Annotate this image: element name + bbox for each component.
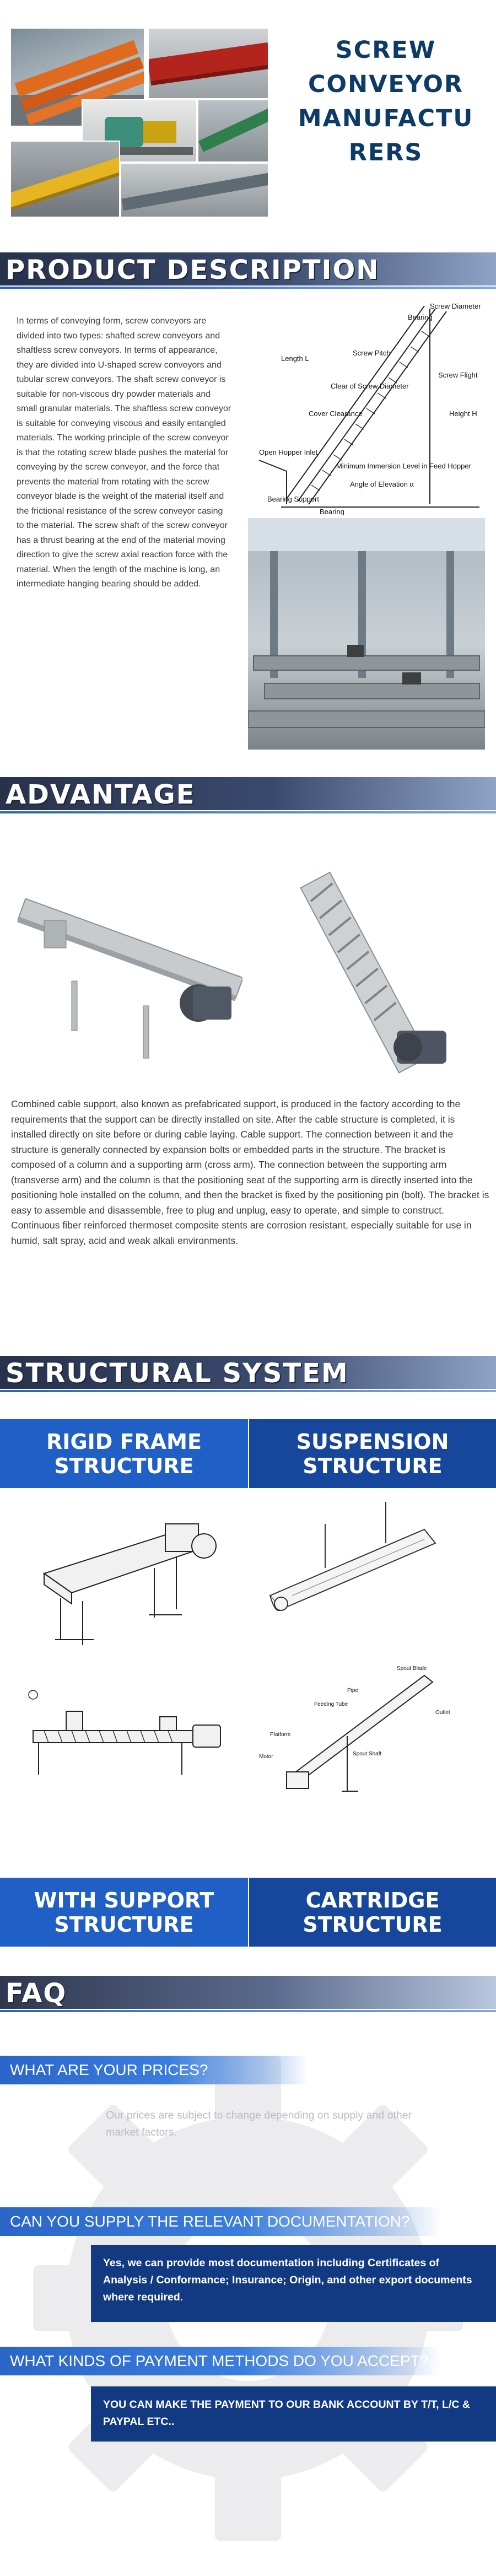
cartridge-label-feeding-tube: Feeding Tube — [314, 1701, 348, 1707]
hero-section — [0, 0, 496, 231]
red-conveyor-illustration — [149, 29, 269, 99]
photo-green-conveyor — [197, 99, 269, 163]
tile-rigid-frame-line1: RIGID FRAME — [46, 1429, 202, 1454]
banner-bar — [0, 1976, 496, 2009]
cartridge-label-motor: Motor — [259, 1754, 273, 1760]
green-conveyor-illustration — [198, 100, 269, 163]
label-screw-diameter: Screw Diameter — [430, 302, 481, 310]
faq-banner — [0, 1976, 496, 2014]
drawing-cartridge — [259, 1659, 485, 1802]
rigid-frame-sketch — [17, 1491, 237, 1656]
cartridge-label-spout-blade: Spout Blade — [397, 1666, 427, 1672]
faq-answer-1: Our prices are subject to change depending on supply and other market factors. — [106, 2109, 412, 2138]
faq-answer-2: Yes, we can provide most documentation including Certificates of Analysis / Conformance; Insurance; Origin, and other export documents where required. — [91, 2245, 496, 2322]
product-description-banner — [0, 252, 496, 291]
cartridge-label-outlet: Outlet — [435, 1710, 450, 1716]
tile-suspension — [249, 1419, 496, 1488]
tile-with-support — [0, 1878, 248, 1947]
cartridge-label-platform: Platform — [270, 1732, 291, 1738]
section-title-faq: FAQ — [6, 1978, 67, 2009]
label-cover-clearance: Cover Clearance — [309, 409, 363, 418]
label-height: Height H — [449, 409, 477, 418]
tile-with-support-line1: WITH SUPPORT — [34, 1888, 214, 1912]
drawing-suspension — [259, 1491, 479, 1656]
conveyor-illustration-2 — [254, 854, 485, 1086]
tile-suspension-line2: STRUCTURE — [303, 1453, 443, 1478]
product-photo-collage — [10, 28, 269, 218]
photo-red-conveyor — [148, 28, 269, 99]
tile-rigid-frame-line2: STRUCTURE — [54, 1453, 194, 1478]
banner-stripe — [0, 287, 496, 289]
structural-system-banner — [0, 1356, 496, 1394]
label-open-hopper: Open Hopper Inlet — [259, 448, 318, 456]
cartridge-label-spout-shaft: Spout Shaft — [353, 1751, 382, 1757]
label-clear-length: Clear of Screw Diameter — [331, 382, 409, 390]
factory-workshop-photo — [248, 518, 485, 750]
with-support-sketch — [17, 1664, 237, 1802]
drawing-rigid-frame — [17, 1491, 237, 1656]
tile-with-support-line2: STRUCTURE — [54, 1912, 194, 1937]
faq-answer-3: YOU CAN MAKE THE PAYMENT TO OUR BANK ACCOUNT BY T/T, L/C & PAYPAL ETC.. — [91, 2386, 496, 2442]
tile-suspension-line1: SUSPENSION — [296, 1429, 449, 1454]
label-screw-flight: Screw Flight — [438, 371, 478, 379]
tile-cartridge-line2: STRUCTURE — [303, 1912, 443, 1937]
label-bearing-2: Bearing — [320, 508, 344, 515]
tile-cartridge-line1: CARTRIDGE — [305, 1888, 440, 1912]
screw-conveyor-diagram — [248, 295, 490, 515]
advantage-banner — [0, 777, 496, 816]
faq-question-3[interactable]: WHAT KINDS OF PAYMENT METHODS DO YOU ACCEPT? — [0, 2347, 441, 2375]
hero-title — [287, 33, 485, 170]
faq-question-2[interactable]: CAN YOU SUPPLY THE RELEVANT DOCUMENTATION? — [0, 2207, 441, 2236]
label-screw-pitch: Screw Pitch — [353, 349, 391, 357]
hero-title-line-3: MANUFACTU — [298, 105, 474, 132]
label-angle: Angle of Elevation α — [350, 480, 414, 488]
label-bearing: Bearing — [408, 313, 433, 321]
cartridge-sketch — [259, 1659, 485, 1802]
photo-yellow-conveyor — [10, 141, 120, 218]
section-title-product-description: PRODUCT DESCRIPTION — [6, 255, 380, 285]
drawing-with-support — [17, 1664, 237, 1802]
label-min-immersion: Minimum Immersion Level in Feed Hopper — [336, 462, 471, 470]
photo-grey-conveyor — [120, 163, 269, 218]
yellow-conveyor-illustration — [11, 142, 120, 218]
tile-rigid-frame — [0, 1419, 248, 1488]
section-title-structural-system: STRUCTURAL SYSTEM — [6, 1358, 349, 1389]
workshop-illustration — [248, 518, 485, 750]
label-bearing-support: Bearing Support — [267, 495, 319, 503]
cartridge-label-pipe: Pipe — [347, 1688, 359, 1694]
section-title-advantage: ADVANTAGE — [6, 779, 196, 810]
suspension-sketch — [259, 1491, 479, 1656]
hero-title-line-2: CONVEYOR — [308, 71, 464, 98]
faq-question-1[interactable]: WHAT ARE YOUR PRICES? — [0, 2056, 309, 2084]
advantage-photo-conveyor-2 — [254, 854, 485, 1086]
banner-stripe — [0, 2010, 496, 2012]
banner-stripe — [0, 1390, 496, 1392]
grey-conveyor-illustration — [121, 164, 269, 218]
tile-cartridge — [249, 1878, 496, 1947]
diagram-svg — [248, 295, 490, 515]
product-description-text: In terms of conveying form, screw conveyors are divided into two types: shafted screw conveyors and shaftless screw conveyors. In terms of appearance, they are divided into U-shaped screw conveyors and tubular screw conveyors. The shaft screw conveyor is suitable for non-viscous dry powder materials and small granular materials. The shaftless screw conveyor is suitable for conveying viscous and easily entangled materials. The working principle of the screw conveyor is that the rotating screw blade pushes the material for conveying by the screw conveyor, and the force that prevents the material from rotating with the screw conveyor blade is the weight of the material itself and the frictional resistance of the screw conveyor casing to the material. The screw shaft of the screw conveyor has a thrust bearing at the end of the material moving direction to give the screw axial reaction force with the material. When the length of the machine is long, an intermediate hanging bearing should be added. — [17, 316, 231, 589]
hero-title-line-1: SCREW — [335, 36, 436, 64]
hero-title-line-4: RERS — [348, 139, 423, 166]
advantage-text: Combined cable support, also known as prefabricated support, is produced in the factory according to the requirements that the support can be directly installed on site. After the cable structure is completed, it is installed directly on site before or during cable laying. Cable support. The connection between it and the structure is generally connected by expansion bolts or embedded parts in the structure. The bracket is composed of a column and a supporting arm (cross arm). The connection between the supporting arm (transverse arm) and the column is that the positioning seat of the supporting arm is directly inserted into the positioning hole installed on the column, and then the bracket is fixed by the positioning pin (bolt). The bracket is easy to assemble and disassemble, free to plug and unplug, easy to operate, and simple to construct. Continuous fiber reinforced thermoset composite stents are corrosion resistant, especially suitable for use in humid, salt spray, acid and weak alkali environments. — [11, 1098, 489, 1246]
banner-stripe — [0, 811, 496, 813]
advantage-photo-conveyor-1 — [11, 854, 242, 1086]
label-length: Length L — [281, 354, 309, 363]
conveyor-illustration-1 — [11, 854, 242, 1086]
